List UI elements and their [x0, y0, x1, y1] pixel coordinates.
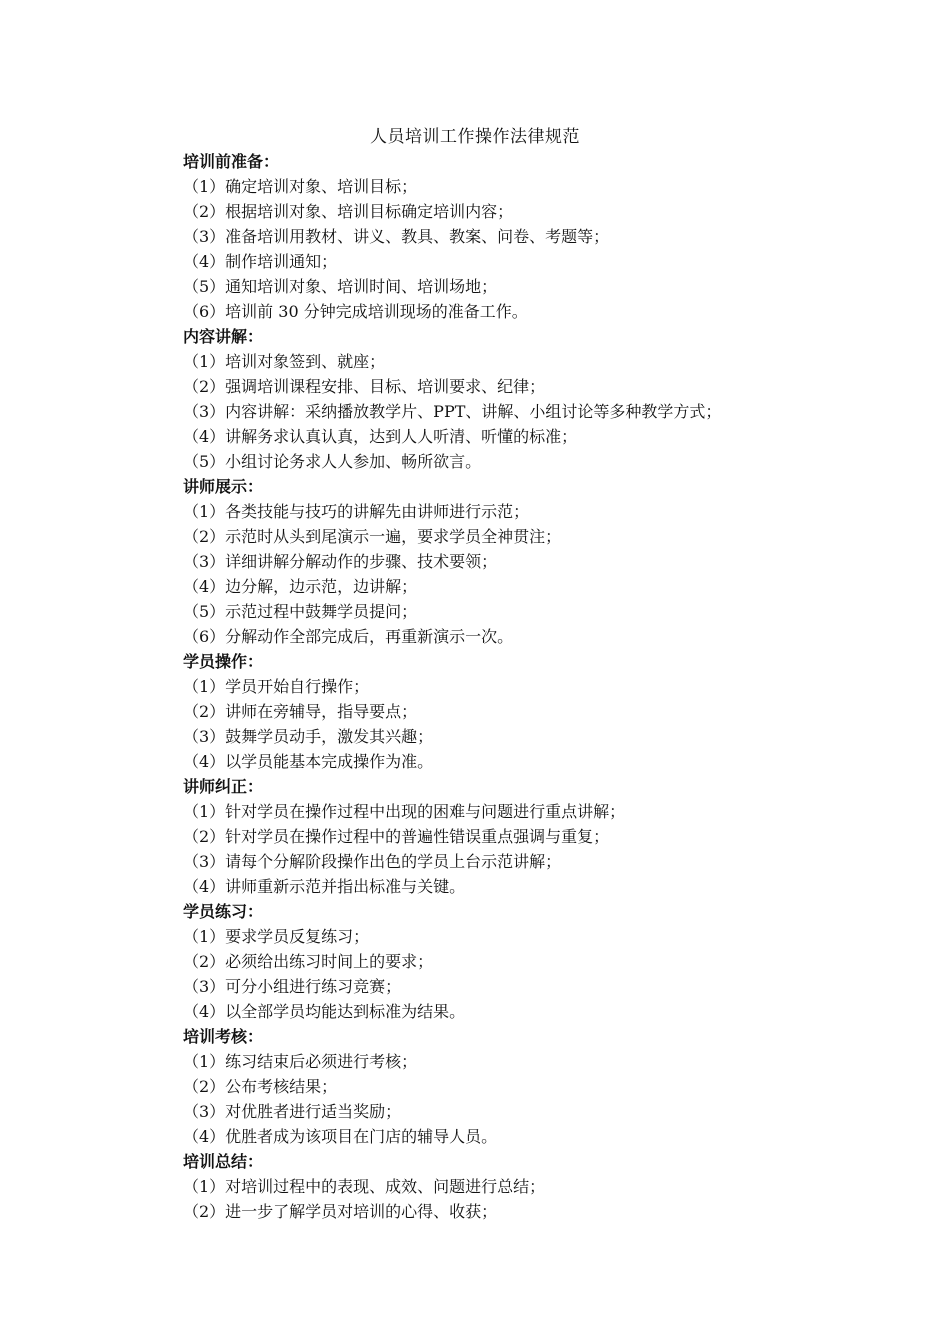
list-item: （4）优胜者成为该项目在门店的辅导人员。 — [183, 1127, 498, 1146]
section-instructor-demo — [183, 474, 863, 649]
list-item: （2）必须给出练习时间上的要求； — [183, 952, 434, 971]
list-item: （2）公布考核结果； — [183, 1077, 338, 1096]
list-item: （6）分解动作全部完成后，再重新演示一次。 — [183, 627, 514, 646]
list-item: （4）讲解务求认真认真，达到人人听清、听懂的标准； — [183, 427, 578, 446]
section-training-assessment — [183, 1024, 863, 1149]
list-item: （4）边分解，边示范，边讲解； — [183, 577, 418, 596]
list-item: （3）详细讲解分解动作的步骤、技术要领； — [183, 552, 498, 571]
list-item: （3）请每个分解阶段操作出色的学员上台示范讲解； — [183, 852, 562, 871]
list-item: （3）鼓舞学员动手，激发其兴趣； — [183, 727, 434, 746]
section-heading: 讲师展示： — [183, 477, 264, 496]
section-heading: 内容讲解： — [183, 327, 264, 346]
list-item: （1）培训对象签到、就座； — [183, 352, 386, 371]
list-item: （1）学员开始自行操作； — [183, 677, 370, 696]
list-item: （1）要求学员反复练习； — [183, 927, 370, 946]
list-item: （3）准备培训用教材、讲义、教具、教案、问卷、考题等； — [183, 227, 610, 246]
list-item: （1）确定培训对象、培训目标； — [183, 177, 418, 196]
list-item: （2）进一步了解学员对培训的心得、收获； — [183, 1202, 498, 1221]
list-item: （1）对培训过程中的表现、成效、问题进行总结； — [183, 1177, 546, 1196]
list-item: （4）以全部学员均能达到标准为结果。 — [183, 1002, 466, 1021]
list-item: （4）以学员能基本完成操作为准。 — [183, 752, 434, 771]
document-title: 人员培训工作操作法律规范 — [370, 127, 580, 147]
section-instructor-correction — [183, 774, 863, 899]
section-trainee-practice — [183, 899, 863, 1024]
section-heading: 讲师纠正： — [183, 777, 264, 796]
list-item: （1）针对学员在操作过程中出现的困难与问题进行重点讲解； — [183, 802, 626, 821]
list-item: （5）示范过程中鼓舞学员提问； — [183, 602, 418, 621]
section-pre-training — [183, 149, 863, 324]
document-body — [183, 149, 863, 1224]
list-item: （2）强调培训课程安排、目标、培训要求、纪律； — [183, 377, 546, 396]
list-item: （4）讲师重新示范并指出标准与关键。 — [183, 877, 466, 896]
list-item: （4）制作培训通知； — [183, 252, 338, 271]
list-item: （3）内容讲解：采纳播放教学片、PPT、讲解、小组讨论等多种教学方式； — [183, 402, 722, 421]
list-item: （1）练习结束后必须进行考核； — [183, 1052, 418, 1071]
section-trainee-operation — [183, 649, 863, 774]
list-item: （5）小组讨论务求人人参加、畅所欲言。 — [183, 452, 482, 471]
list-item: （5）通知培训对象、培训时间、培训场地； — [183, 277, 498, 296]
section-heading: 学员操作： — [183, 652, 264, 671]
list-item: （2）根据培训对象、培训目标确定培训内容； — [183, 202, 514, 221]
section-heading: 培训考核： — [183, 1027, 264, 1046]
list-item: （2）针对学员在操作过程中的普遍性错误重点强调与重复； — [183, 827, 610, 846]
section-heading: 培训总结： — [183, 1152, 264, 1171]
list-item: （3）可分小组进行练习竞赛； — [183, 977, 402, 996]
list-item: （3）对优胜者进行适当奖励； — [183, 1102, 402, 1121]
list-item: （1）各类技能与技巧的讲解先由讲师进行示范； — [183, 502, 530, 521]
list-item: （2）示范时从头到尾演示一遍，要求学员全神贯注； — [183, 527, 562, 546]
section-heading: 学员练习： — [183, 902, 264, 921]
section-training-summary — [183, 1149, 863, 1224]
list-item: （6）培训前 30 分钟完成培训现场的准备工作。 — [183, 302, 528, 321]
list-item: （2）讲师在旁辅导，指导要点； — [183, 702, 418, 721]
section-content-explanation — [183, 324, 863, 474]
section-heading: 培训前准备： — [183, 152, 280, 171]
